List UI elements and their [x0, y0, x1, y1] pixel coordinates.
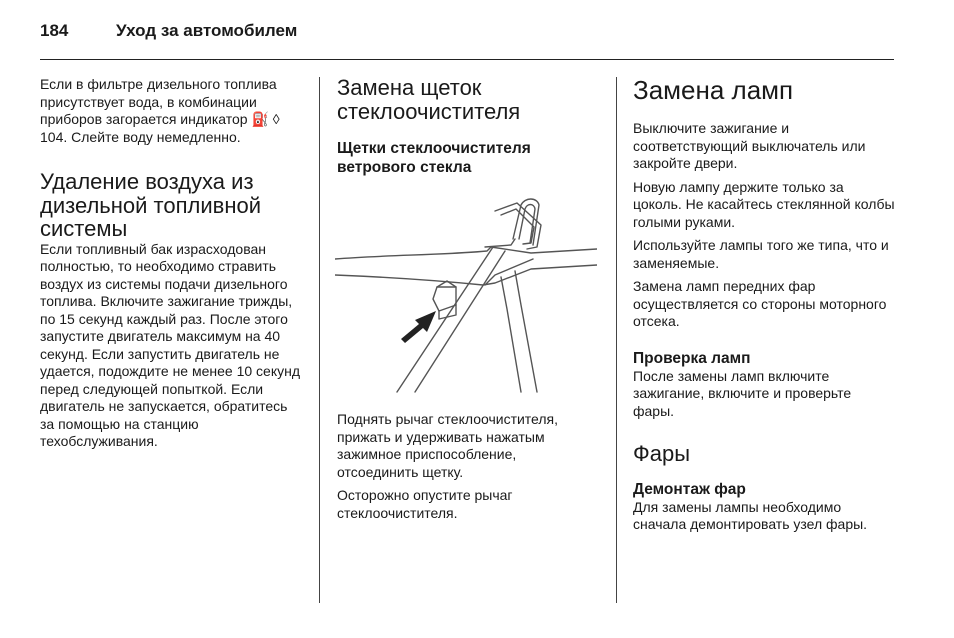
bulb-replacement-heading: Замена ламп [633, 75, 794, 105]
fuel-filter-water-paragraph: Если в фильтре дизельного топлива присутствует вода, в комбинации приборов загорается индикатор ⛽ ◊ 104. Слейте воду немедленно. [40, 76, 280, 145]
headlight-removal-subheading: Демонтаж фар [633, 480, 746, 498]
column-divider-2 [616, 77, 617, 603]
column-2 [337, 76, 599, 528]
wiper-removal-paragraph: Поднять рычаг стеклоочистителя, прижать и удерживать нажатым зажимное приспособление, отсоединить щетку. [337, 411, 559, 480]
air-bleeding-heading: Удаление воздуха из дизельной топливной системы [40, 169, 262, 241]
air-bleeding-paragraph: Если топливный бак израсходован полностью, то необходимо стравить воздух из системы подачи дизельного топлива. Включите зажигание трижды, по 15 секунд каждый раз. После этого запустите двигатель максимум на 40 секунд. Если запустить двигатель не удается, подождите не менее 10 секунд перед следующей попыткой. Если двигатель не запускается, обратитесь за помощью на станцию техобслуживания. [40, 240, 301, 449]
windscreen-wipers-subheading: Щетки стеклоочистителя ветрового стекла [337, 140, 531, 176]
column-3 [633, 76, 895, 540]
bulb-check-paragraph: После замены ламп включите зажигание, включите и проверьте фары. [633, 367, 852, 419]
engine-compartment-paragraph: Замена ламп передних фар осуществляется со стороны моторного отсека. [633, 278, 887, 329]
wiper-replacement-heading: Замена щеток стеклоочистителя [337, 75, 521, 124]
ignition-off-paragraph: Выключите зажигание и соответствующий выключатель или закройте двери. [633, 120, 866, 171]
column-1 [40, 76, 302, 457]
same-bulb-type-paragraph: Используйте лампы того же типа, что и заменяемые. [633, 237, 889, 271]
wiper-lower-paragraph: Осторожно опустите рычаг стеклоочистителя. [337, 487, 513, 521]
wiper-blade-illustration [335, 187, 597, 397]
page-number: 184 [40, 21, 69, 40]
headlight-removal-paragraph: Для замены лампы необходимо сначала демонтировать узел фары. [633, 498, 868, 532]
section-title: Уход за автомобилем [116, 21, 298, 40]
headlights-heading: Фары [633, 441, 691, 466]
header-rule [40, 59, 894, 60]
bulb-check-subheading: Проверка ламп [633, 349, 751, 367]
hold-bulb-paragraph: Новую лампу держите только за цоколь. Не касайтесь стеклянной колбы голыми руками. [633, 178, 895, 230]
column-divider-1 [319, 77, 320, 603]
